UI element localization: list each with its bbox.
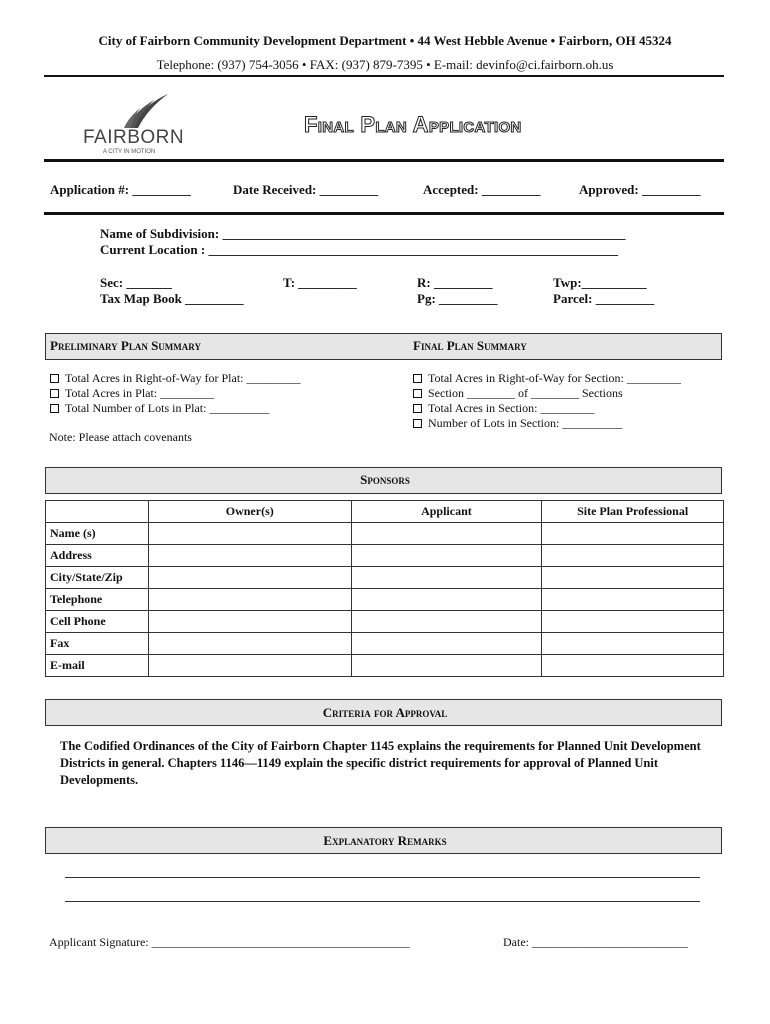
township-t-field[interactable]: T: _________ — [283, 275, 357, 290]
professional-fax-cell[interactable] — [542, 633, 724, 655]
professional-address-cell[interactable] — [542, 545, 724, 567]
prelim-acres-plat-row[interactable] — [50, 386, 214, 401]
checkbox[interactable] — [413, 374, 422, 383]
final-acres-row-row[interactable] — [413, 371, 681, 386]
table-row — [46, 633, 724, 655]
checkbox[interactable] — [50, 374, 59, 383]
header-divider — [44, 75, 724, 77]
checkbox[interactable] — [413, 404, 422, 413]
table-row — [46, 655, 724, 677]
checkbox[interactable] — [50, 389, 59, 398]
criteria-text: The Codified Ordinances of the City of Fairborn Chapter 1145 explains the requirements for Planned Unit Development Districts in general. Chapters 1146—1149 explain the specific district requirements for approval of Planned Unit Developments. — [60, 739, 701, 787]
table-row — [46, 523, 724, 545]
owner-telephone-cell[interactable] — [148, 589, 351, 611]
date-received-field[interactable]: Date Received: _________ — [233, 182, 379, 197]
final-lots-row[interactable] — [413, 416, 622, 431]
final-plan-summary-heading: Final Plan Summary — [413, 338, 527, 353]
table-row — [46, 567, 724, 589]
row-label-name: Name (s) — [46, 523, 149, 545]
row-label-cell-phone: Cell Phone — [46, 611, 149, 633]
owner-name-cell[interactable] — [148, 523, 351, 545]
final-acres-section-label: Total Acres in Section: _________ — [428, 401, 595, 415]
preliminary-plan-summary-heading: Preliminary Plan Summary — [50, 338, 201, 353]
letterhead-contact: Telephone: (937) 754-3056 • FAX: (937) 879-7395 • E-mail: devinfo@ci.fairborn.oh.us — [156, 57, 614, 72]
checkbox[interactable] — [50, 404, 59, 413]
admin-divider — [44, 212, 724, 215]
applicant-fax-cell[interactable] — [351, 633, 542, 655]
table-header-row — [46, 501, 724, 523]
column-header-owners: Owner(s) — [148, 501, 351, 523]
signature-date-field[interactable]: Date: __________________________ — [503, 935, 688, 949]
row-label-email: E-mail — [46, 655, 149, 677]
accepted-field[interactable]: Accepted: _________ — [423, 182, 541, 197]
section-field[interactable]: Sec: _______ — [100, 275, 172, 290]
applicant-city-cell[interactable] — [351, 567, 542, 589]
approved-field[interactable]: Approved: _________ — [579, 182, 701, 197]
prelim-lots-label: Total Number of Lots in Plat: __________ — [65, 401, 270, 415]
twp-field[interactable]: Twp:__________ — [553, 275, 647, 290]
professional-name-cell[interactable] — [542, 523, 724, 545]
professional-email-cell[interactable] — [542, 655, 724, 677]
covenants-note: Note: Please attach covenants — [49, 430, 192, 444]
owner-city-cell[interactable] — [148, 567, 351, 589]
professional-telephone-cell[interactable] — [542, 589, 724, 611]
current-location-field[interactable]: Current Location : _______________________________________________________________ — [100, 242, 618, 257]
column-header-applicant: Applicant — [351, 501, 542, 523]
table-row — [46, 545, 724, 567]
final-section-row[interactable] — [413, 386, 623, 401]
applicant-email-cell[interactable] — [351, 655, 542, 677]
form-title: Final Plan Application — [304, 112, 522, 137]
row-label-address: Address — [46, 545, 149, 567]
final-acres-section-row[interactable] — [413, 401, 594, 416]
prelim-acres-row-label: Total Acres in Right-of-Way for Plat: _________ — [65, 371, 301, 385]
table-row — [46, 611, 724, 633]
letterhead-address: City of Fairborn Community Development Department • 44 West Hebble Avenue • Fairborn, OH 45324 — [98, 33, 672, 48]
row-label-city-state-zip: City/State/Zip — [46, 567, 149, 589]
remarks-heading: Explanatory Remarks — [323, 833, 447, 848]
logo-wordmark: FAIRBORN — [83, 127, 185, 148]
owner-fax-cell[interactable] — [148, 633, 351, 655]
final-section-label: Section ________ of ________ Sections — [428, 386, 623, 400]
logo-tagline: A CITY IN MOTION — [103, 149, 156, 155]
remarks-line-2[interactable] — [65, 901, 700, 902]
applicant-signature-field[interactable]: Applicant Signature: ___________________________________________ — [49, 935, 410, 949]
page-field[interactable]: Pg: _________ — [417, 291, 498, 306]
owner-email-cell[interactable] — [148, 655, 351, 677]
owner-address-cell[interactable] — [148, 545, 351, 567]
sponsors-heading: Sponsors — [360, 472, 410, 487]
remarks-line-1[interactable] — [65, 877, 700, 878]
final-lots-label: Number of Lots in Section: __________ — [428, 416, 623, 430]
row-label-fax: Fax — [46, 633, 149, 655]
sponsors-table — [45, 500, 724, 677]
applicant-address-cell[interactable] — [351, 545, 542, 567]
range-field[interactable]: R: _________ — [417, 275, 493, 290]
prelim-acres-plat-label: Total Acres in Plat: _________ — [65, 386, 215, 400]
column-header — [46, 501, 149, 523]
checkbox[interactable] — [413, 389, 422, 398]
title-divider — [44, 159, 724, 162]
row-label-telephone: Telephone — [46, 589, 149, 611]
parcel-field[interactable]: Parcel: _________ — [553, 291, 655, 306]
applicant-telephone-cell[interactable] — [351, 589, 542, 611]
column-header-site-plan-professional: Site Plan Professional — [542, 501, 724, 523]
table-row — [46, 589, 724, 611]
subdivision-name-field[interactable]: Name of Subdivision: ______________________________________________________________ — [100, 226, 626, 241]
checkbox[interactable] — [413, 419, 422, 428]
applicant-name-cell[interactable] — [351, 523, 542, 545]
prelim-lots-row[interactable] — [50, 401, 269, 416]
application-number-field[interactable]: Application #: _________ — [50, 182, 191, 197]
professional-city-cell[interactable] — [542, 567, 724, 589]
applicant-cell-phone-cell[interactable] — [351, 611, 542, 633]
professional-cell-phone-cell[interactable] — [542, 611, 724, 633]
prelim-row-acres-row[interactable] — [50, 371, 301, 386]
final-acres-row-label: Total Acres in Right-of-Way for Section: _________ — [428, 371, 681, 385]
owner-cell-phone-cell[interactable] — [148, 611, 351, 633]
tax-map-book-field[interactable]: Tax Map Book _________ — [100, 291, 244, 306]
criteria-heading: Criteria for Approval — [322, 705, 448, 720]
